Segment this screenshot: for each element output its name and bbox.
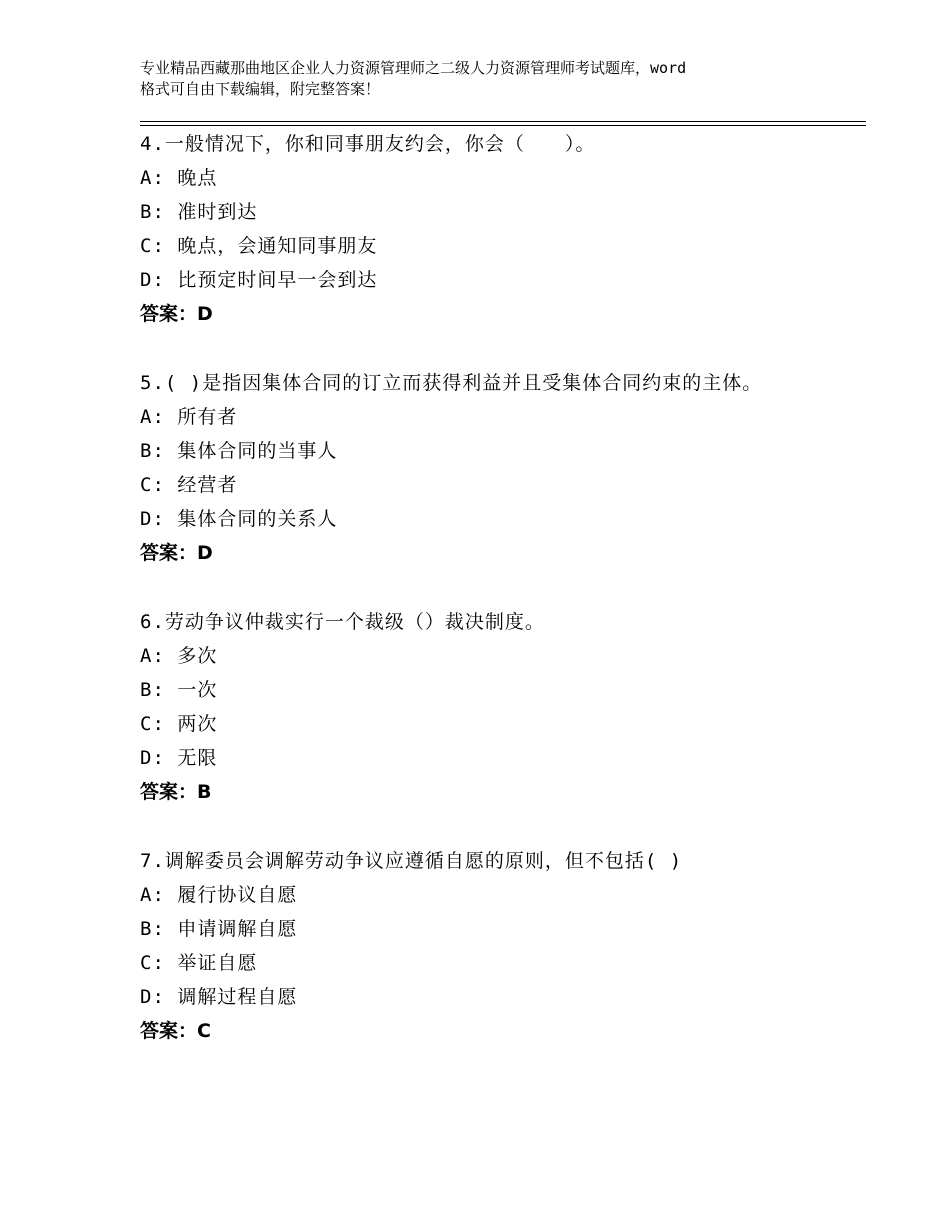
option-a: A: 所有者 — [140, 406, 238, 428]
question-stem: 7.调解委员会调解劳动争议应遵循自愿的原则，但不包括( ) — [140, 850, 683, 872]
header-rule-bottom — [140, 125, 866, 126]
answer-label: 答案：C — [140, 1020, 211, 1042]
option-d: D: 集体合同的关系人 — [140, 508, 338, 530]
answer-label: 答案：D — [140, 303, 213, 325]
answer-label: 答案：D — [140, 542, 213, 564]
option-b: B: 集体合同的当事人 — [140, 440, 338, 462]
option-b: B: 申请调解自愿 — [140, 918, 298, 940]
document-header — [140, 58, 840, 100]
header-rule-top — [140, 121, 866, 122]
option-d: D: 无限 — [140, 747, 218, 769]
answer-label: 答案：B — [140, 781, 212, 803]
option-b: B: 一次 — [140, 679, 218, 701]
option-c: C: 两次 — [140, 713, 218, 735]
question-6 — [140, 605, 860, 809]
option-c: C: 晚点，会通知同事朋友 — [140, 235, 378, 257]
question-5 — [140, 366, 860, 570]
option-d: D: 调解过程自愿 — [140, 986, 298, 1008]
question-stem: 5.( )是指因集体合同的订立而获得利益并且受集体合同约束的主体。 — [140, 372, 763, 394]
option-b: B: 准时到达 — [140, 201, 258, 223]
option-a: A: 晚点 — [140, 167, 218, 189]
question-stem: 4.一般情况下，你和同事朋友约会，你会（ ）。 — [140, 133, 596, 155]
option-d: D: 比预定时间早一会到达 — [140, 269, 378, 291]
option-c: C: 举证自愿 — [140, 952, 258, 974]
option-c: C: 经营者 — [140, 474, 238, 496]
header-line-2: 格式可自由下载编辑，附完整答案！ — [140, 80, 381, 98]
question-4 — [140, 127, 860, 331]
option-a: A: 履行协议自愿 — [140, 884, 298, 906]
option-a: A: 多次 — [140, 645, 218, 667]
question-stem: 6.劳动争议仲裁实行一个裁级（）裁决制度。 — [140, 611, 545, 633]
header-line-1: 专业精品西藏那曲地区企业人力资源管理师之二级人力资源管理师考试题库，word — [140, 59, 687, 77]
question-7 — [140, 844, 860, 1048]
